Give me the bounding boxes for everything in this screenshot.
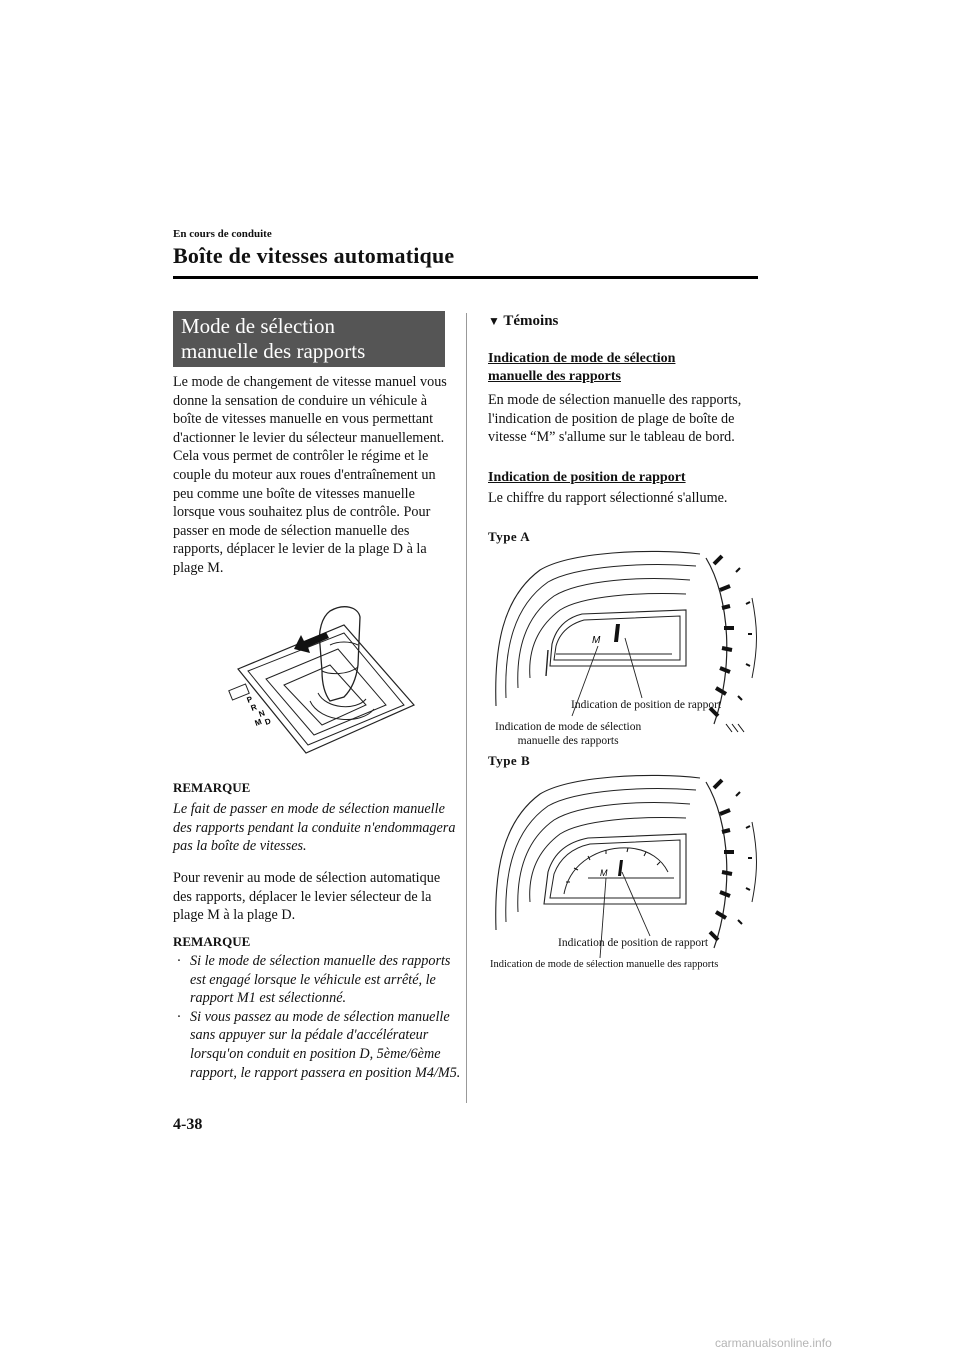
note2-list — [173, 952, 463, 1082]
section-label: En cours de conduite — [173, 228, 272, 240]
list-item — [173, 1008, 463, 1082]
gear-position-heading: Indication de position de rapport — [488, 470, 686, 485]
type-b-dashboard-illustration — [490, 772, 760, 962]
title-rule — [173, 276, 758, 279]
indicators-heading — [488, 313, 558, 330]
bullet-dot-icon: · — [177, 1008, 181, 1025]
shifter-label-m: M — [253, 717, 263, 728]
type-a-callout-manual-mode-line2: manuelle des rapports — [517, 735, 619, 747]
type-a-callout-gear-position: Indication de position de rapport — [571, 699, 722, 711]
column-divider — [466, 313, 467, 1103]
watermark[interactable]: carmanualsonline.info — [715, 1336, 832, 1350]
indicators-heading-text: Témoins — [503, 313, 559, 329]
note2-heading: REMARQUE — [173, 934, 251, 949]
list-item — [173, 952, 463, 1008]
type-a-callout-manual-mode-line1: Indication de mode de sélection — [495, 721, 642, 733]
type-a-label: Type A — [488, 529, 531, 544]
manual-mode-text: En mode de sélection manuelle des rapports, l'indication de position de plage de boîte de vitesse “M” s'allume sur le tableau de bord. — [488, 392, 742, 446]
section-title-line2: manuelle des rapports — [181, 339, 366, 363]
type-b-label: Type B — [488, 753, 531, 768]
note1-text: Le fait de passer en mode de sélection manuelle des rapports pendant la conduite n'endommagera pas la boîte de vitesses. — [173, 801, 456, 855]
gear-shifter-illustration — [226, 605, 416, 755]
type-b-callout-gear-position: Indication de position de rapport — [558, 937, 709, 949]
note2-bullet-1: Si le mode de sélection manuelle des rapports est engagé lorsque le véhicule est arrêté, le rapport M1 est sélectionné. — [190, 953, 451, 1007]
shifter-label-d: D — [263, 716, 273, 727]
note1-heading: REMARQUE — [173, 780, 251, 795]
section-title-box — [173, 311, 445, 367]
type-b-display-m: M — [600, 868, 608, 878]
type-b-callout-manual-mode: Indication de mode de sélection manuelle des rapports — [490, 959, 719, 970]
return-paragraph: Pour revenir au mode de sélection automatique des rapports, déplacer le levier sélecteur de la plage M à la plage D. — [173, 870, 441, 924]
page-title: Boîte de vitesses automatique — [173, 243, 455, 268]
shifter-label-r: R — [249, 702, 259, 713]
section-title-line1: Mode de sélection — [181, 314, 335, 338]
intro-paragraph: Le mode de changement de vitesse manuel vous donne la sensation de conduire un véhicule à boîte de vitesses manuelle en vous permettant d'actionner le levier du sélecteur manuellement. Cela vous permet de contrôler le régime et le couple du moteur aux roues d'entraînement un peu comme une boîte de vitesses manuelle lorsque vous souhaitez plus de contrôle. Pour passer en mode de sélection manuelle des rapports, déplacer le levier de la plage D à la plage M. — [173, 374, 447, 576]
manual-mode-heading: Indication de mode de sélection manuelle des rapports — [488, 351, 676, 384]
triangle-down-icon: ▼ — [488, 314, 500, 328]
shifter-label-n: N — [257, 708, 267, 719]
bullet-dot-icon: · — [177, 953, 181, 969]
gear-position-text: Le chiffre du rapport sélectionné s'allume. — [488, 490, 728, 506]
type-a-callout-manual-mode — [495, 720, 641, 748]
shifter-label-p: P — [245, 694, 254, 705]
page-number: 4-38 — [173, 1116, 203, 1133]
note2-bullet-2: Si vous passez au mode de sélection manuelle sans appuyer sur la pédale d'accélérateur lorsqu'on conduit en position D, 5ème/6ème rapport, le rapport passera en position M4/M5. — [190, 1008, 461, 1081]
type-a-display-m: M — [592, 635, 601, 646]
